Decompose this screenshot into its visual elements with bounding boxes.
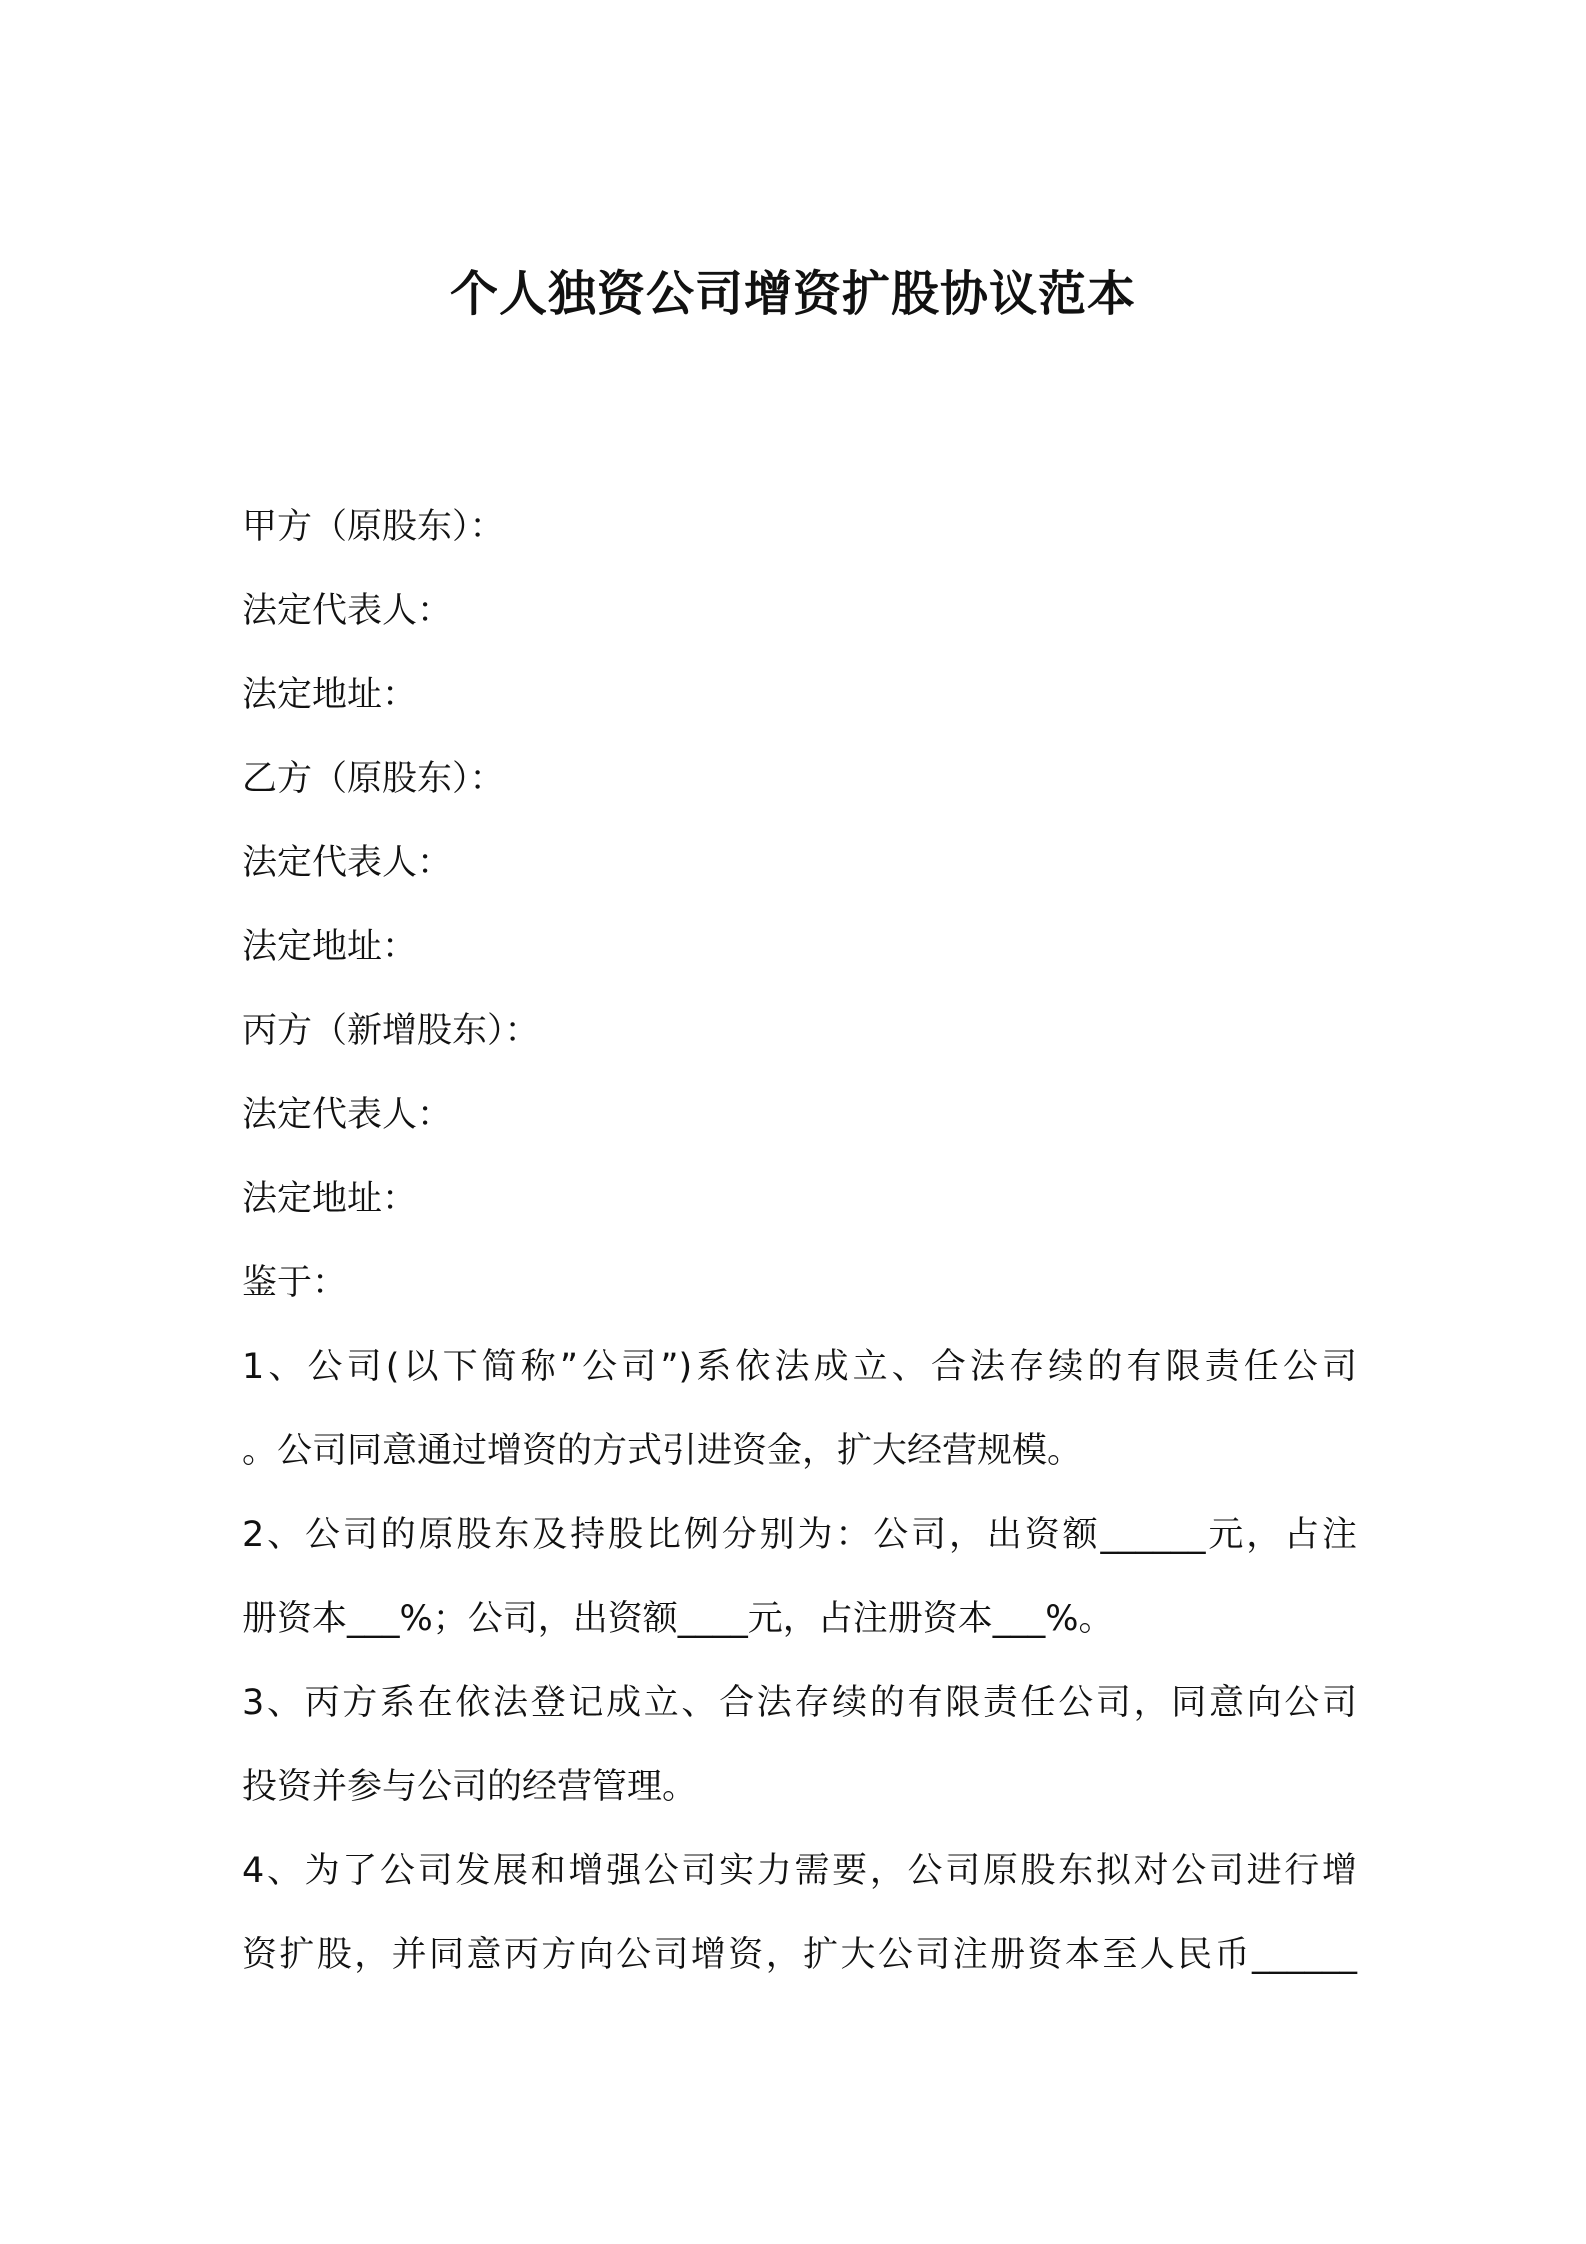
party-b-legal-address: 法定地址： <box>242 927 418 967</box>
clause-4-line-1: 4、为了公司发展和增强公司实力需要，公司原股东拟对公司进行增 <box>242 1851 1357 1891</box>
party-b-legal-representative: 法定代表人： <box>242 843 453 883</box>
clause-1-line-1: 1、公司(以下简称”公司”)系依法成立、合法存续的有限责任公司 <box>242 1347 1357 1387</box>
clause-4-line-2: 资扩股，并同意丙方向公司增资，扩大公司注册资本至人民币______ <box>242 1935 1357 1975</box>
party-c-label: 丙方（新增股东）： <box>242 1011 540 1051</box>
party-c-legal-representative: 法定代表人： <box>242 1095 453 1135</box>
clause-3-line-1: 3、丙方系在依法登记成立、合法存续的有限责任公司，同意向公司 <box>242 1683 1357 1723</box>
party-a-legal-address: 法定地址： <box>242 675 418 715</box>
clause-3-line-2: 投资并参与公司的经营管理。 <box>242 1767 698 1807</box>
clause-2-line-1: 2、公司的原股东及持股比例分别为：公司，出资额______元，占注 <box>242 1515 1357 1555</box>
party-c-legal-address: 法定地址： <box>242 1179 418 1219</box>
document-title: 个人独资公司增资扩股协议范本 <box>449 266 1136 322</box>
clause-1-line-2: 。公司同意通过增资的方式引进资金，扩大经营规模。 <box>242 1431 1083 1471</box>
party-a-label: 甲方（原股东）： <box>242 507 505 547</box>
party-b-label: 乙方（原股东）： <box>242 759 505 799</box>
clause-2-line-2: 册资本___%；公司，出资额____元，占注册资本___%。 <box>242 1599 1114 1639</box>
party-a-legal-representative: 法定代表人： <box>242 591 453 631</box>
whereas-heading: 鉴于： <box>242 1263 348 1303</box>
